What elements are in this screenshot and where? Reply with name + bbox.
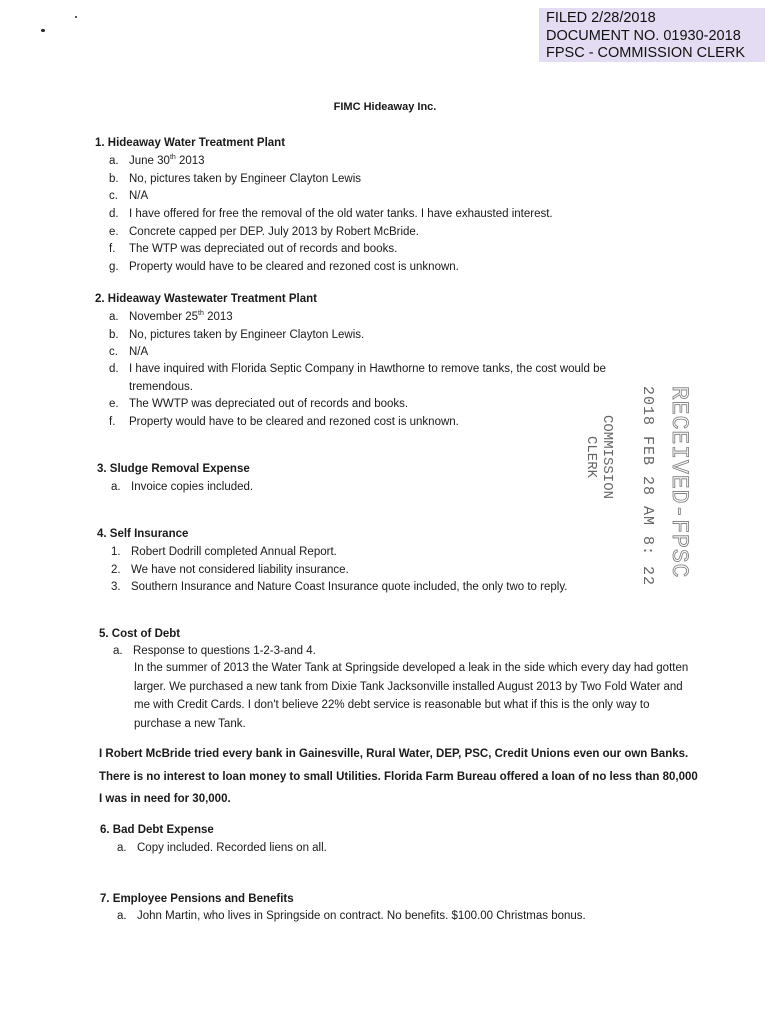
list-item: f. Property would have to be cleared and rezoned cost is unknown. [109,416,459,428]
filing-stamp [539,8,765,62]
list-item: 2. We have not considered liability insurance. [111,564,349,576]
filing-date: FILED 2/28/2018 [546,10,656,26]
section-heading-self-insurance: 4. Self Insurance [97,528,189,540]
list-marker: a. [111,481,121,493]
list-item: d. I have offered for free the removal of the old water tanks. I have exhausted interest. [109,208,553,220]
cost-of-debt-explanation: In the summer of 2013 the Water Tank at Springside developed a leak in the side which every day had gotten larger. We purchased a new tank from Dixie Tank Jacksonville installed August 2013 by Two Fold Water and me with Credit Cards. I don't believe 22% debt service is reasonable but what if this is the only way to purchase a new Tank. [134,662,689,730]
list-item: g. Property would have to be cleared and rezoned cost is unknown. [109,261,459,273]
list-item-continuation: tremendous. [129,381,193,393]
list-marker: c. [109,190,118,202]
list-marker: a. [117,842,127,854]
scan-speck [41,29,45,32]
document-title: FIMC Hideaway Inc. [333,101,437,113]
list-item: b. No, pictures taken by Engineer Clayton Lewis. [109,329,365,341]
section-heading-bad-debt: 6. Bad Debt Expense [100,824,214,836]
received-stamp-agency: RECEIVED-FPSC [666,386,692,579]
list-item: a. Copy included. Recorded liens on all. [117,842,327,854]
list-marker: a. [109,311,119,323]
section-heading-employee-pensions: 7. Employee Pensions and Benefits [100,893,294,905]
list-marker: a. [117,910,127,922]
list-item: e. Concrete capped per DEP. July 2013 by Robert McBride. [109,226,419,238]
list-item: 1. Robert Dodrill completed Annual Report. [111,546,337,558]
list-marker: e. [109,398,119,410]
list-item: f. The WTP was depreciated out of records and books. [109,243,398,255]
list-item: e. The WWTP was depreciated out of records and books. [109,398,409,410]
loan-statement: I Robert McBride tried every bank in Gainesville, Rural Water, DEP, PSC, Credit Unions even our own Banks. There is no interest to loan money to small Utilities. Florida Farm Bureau offered a loan of no less than 80,000 I was in need for 30,000. [99,748,698,805]
filing-office: FPSC - COMMISSION CLERK [546,45,745,61]
list-marker: 2. [111,564,121,576]
list-item: a. John Martin, who lives in Springside on contract. No benefits. $100.00 Christmas bonus. [117,910,586,922]
list-marker: d. [109,363,119,375]
list-item: a. Invoice copies included. [111,481,254,493]
received-stamp-office-line2: CLERK [583,436,599,479]
list-marker: a. [113,645,123,657]
list-item: a. Response to questions 1-2-3-and 4. [113,645,316,657]
list-marker: 3. [111,581,121,593]
section-heading-water-treatment: 1. Hideaway Water Treatment Plant [95,137,286,149]
list-marker: b. [109,173,119,185]
list-marker: a. [109,155,119,167]
list-marker: g. [109,261,119,273]
list-item: b. No, pictures taken by Engineer Clayton Lewis [109,173,362,185]
list-item: a. November 25th 2013 [109,310,233,323]
list-marker: f. [109,243,116,255]
scan-speck [75,16,77,18]
list-item: c. N/A [109,190,149,202]
list-marker: c. [109,346,118,358]
list-item: a. June 30th 2013 [109,154,205,167]
list-marker: b. [109,329,119,341]
section-heading-sludge-removal: 3. Sludge Removal Expense [97,463,250,475]
list-marker: 1. [111,546,121,558]
list-marker: d. [109,208,119,220]
section-heading-cost-of-debt: 5. Cost of Debt [99,628,181,640]
received-stamp-office-line1: COMMISSION [599,415,615,500]
list-item: d. I have inquired with Florida Septic Company in Hawthorne to remove tanks, the cost would be [109,363,606,375]
section-heading-wastewater-treatment: 2. Hideaway Wastewater Treatment Plant [95,293,317,305]
list-item: c. N/A [109,346,149,358]
list-marker: f. [109,416,116,428]
document-number: DOCUMENT NO. 01930-2018 [546,27,741,44]
list-item: 3. Southern Insurance and Nature Coast Insurance quote included, the only two to reply. [111,581,568,593]
received-stamp-datetime: 2018 FEB 28 AM 8: 22 [639,386,656,587]
list-marker: e. [109,226,119,238]
